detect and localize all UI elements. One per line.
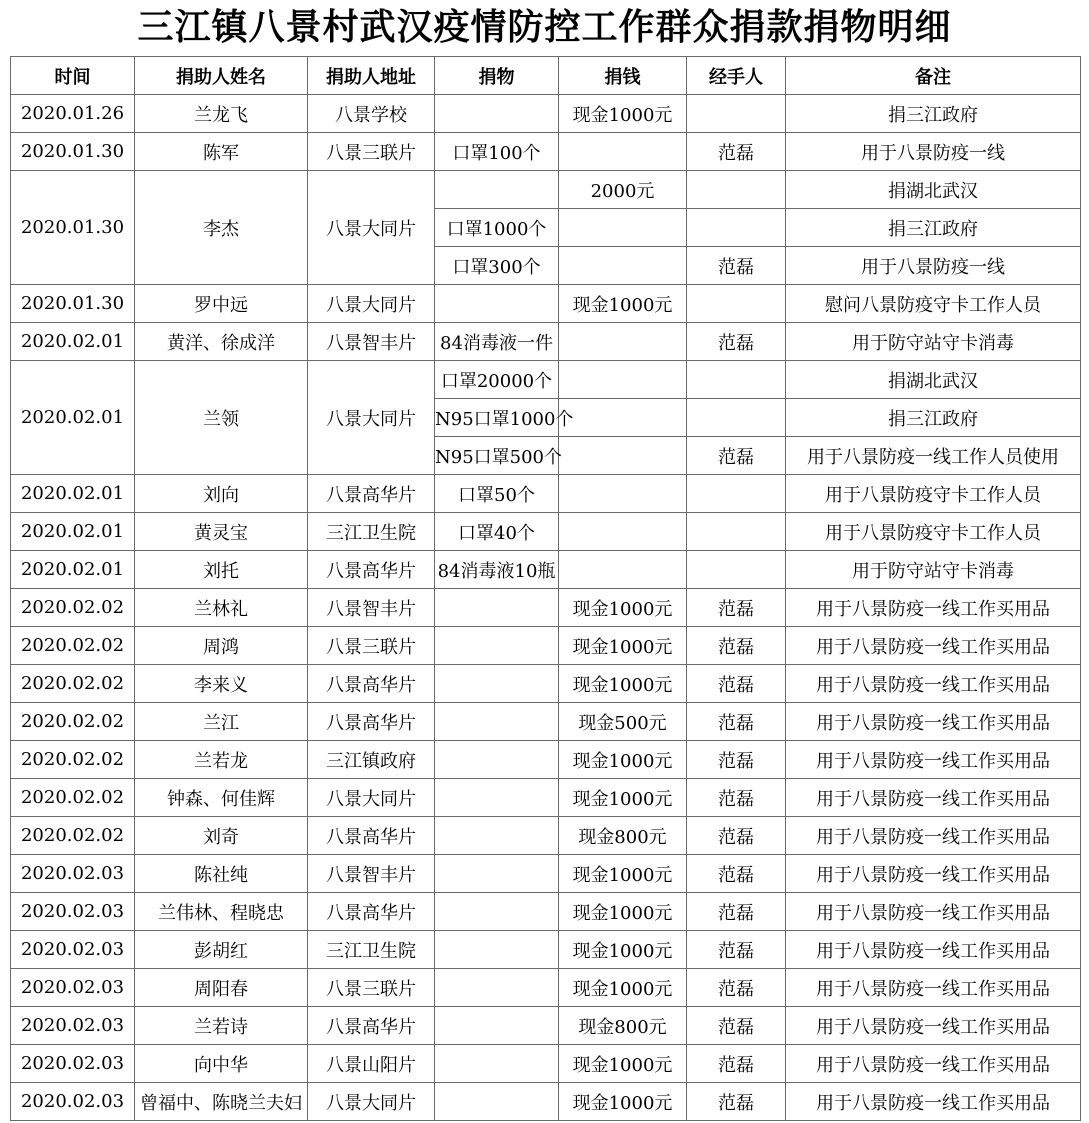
donor-address-cell: 八景大同片 [308,779,435,817]
header-money: 捐钱 [559,57,687,95]
table-row [11,893,1081,931]
table-body [11,95,1081,1121]
handler-cell: 范磊 [687,665,786,703]
date-cell: 2020.02.02 [11,589,135,627]
donor-name-cell: 彭胡红 [135,931,308,969]
money-cell [559,323,687,361]
donor-address-cell: 八景三联片 [308,969,435,1007]
table-row [11,1007,1081,1045]
money-cell: 现金500元 [559,703,687,741]
donor-address-cell: 八景高华片 [308,665,435,703]
table-row [11,741,1081,779]
handler-cell [687,285,786,323]
table-row [11,513,1081,551]
table-row [11,779,1081,817]
handler-cell: 范磊 [687,893,786,931]
money-cell: 现金1000元 [559,893,687,931]
donor-name-cell: 向中华 [135,1045,308,1083]
header-goods: 捐物 [435,57,559,95]
donor-name-cell: 兰若诗 [135,1007,308,1045]
note-cell: 用于八景防疫一线工作买用品 [786,665,1081,703]
money-cell [559,551,687,589]
note-cell: 用于防守站守卡消毒 [786,551,1081,589]
goods-cell [435,95,559,133]
donor-name-cell: 兰领 [135,361,308,475]
sheet-title: 三江镇八景村武汉疫情防控工作群众捐款捐物明细 [137,7,952,48]
donor-address-cell: 八景大同片 [308,361,435,475]
table-row [11,285,1081,323]
header-donor-name: 捐助人姓名 [135,57,308,95]
date-cell: 2020.02.02 [11,665,135,703]
table-row [11,817,1081,855]
goods-cell [435,1083,559,1121]
note-cell: 用于八景防疫一线工作买用品 [786,627,1081,665]
donor-address-cell: 八景大同片 [308,285,435,323]
date-cell: 2020.02.03 [11,1007,135,1045]
donor-address-cell: 八景大同片 [308,1083,435,1121]
goods-cell: 84消毒液10瓶 [435,551,559,589]
donor-address-cell: 八景高华片 [308,475,435,513]
donor-address-cell: 三江镇政府 [308,741,435,779]
note-cell: 捐湖北武汉 [786,171,1081,209]
note-cell: 用于八景防疫一线工作人员使用 [786,437,1081,475]
donor-name-cell: 李杰 [135,171,308,285]
donor-name-cell: 钟森、何佳辉 [135,779,308,817]
handler-cell: 范磊 [687,1045,786,1083]
note-cell: 用于八景防疫一线工作买用品 [786,969,1081,1007]
goods-cell: 口罩50个 [435,475,559,513]
note-cell: 捐三江政府 [786,209,1081,247]
note-cell: 用于八景防疫一线工作买用品 [786,1007,1081,1045]
date-cell: 2020.02.01 [11,323,135,361]
donor-name-cell: 兰若龙 [135,741,308,779]
table-row [11,703,1081,741]
date-cell: 2020.01.26 [11,95,135,133]
goods-cell [435,589,559,627]
handler-cell: 范磊 [687,1007,786,1045]
handler-cell [687,209,786,247]
money-cell: 现金1000元 [559,855,687,893]
handler-cell [687,399,786,437]
donor-address-cell: 八景高华片 [308,551,435,589]
handler-cell: 范磊 [687,323,786,361]
header-donor-address: 捐助人地址 [308,57,435,95]
date-cell: 2020.02.02 [11,741,135,779]
note-cell: 用于八景防疫一线工作买用品 [786,741,1081,779]
donor-name-cell: 周阳春 [135,969,308,1007]
money-cell [559,247,687,285]
goods-cell: 口罩40个 [435,513,559,551]
donor-address-cell: 三江卫生院 [308,513,435,551]
date-cell: 2020.02.03 [11,855,135,893]
table-row [11,627,1081,665]
donor-address-cell: 八景山阳片 [308,1045,435,1083]
donor-name-cell: 兰伟林、程晓忠 [135,893,308,931]
goods-cell [435,703,559,741]
goods-cell [435,779,559,817]
handler-cell [687,361,786,399]
date-cell: 2020.01.30 [11,133,135,171]
note-cell: 用于八景防疫一线工作买用品 [786,817,1081,855]
table-row [11,551,1081,589]
note-cell: 用于八景防疫守卡工作人员 [786,513,1081,551]
note-cell: 用于八景防疫守卡工作人员 [786,475,1081,513]
donor-address-cell: 八景学校 [308,95,435,133]
note-cell: 捐三江政府 [786,95,1081,133]
money-cell: 现金1000元 [559,1083,687,1121]
money-cell [559,513,687,551]
handler-cell [687,171,786,209]
goods-cell [435,893,559,931]
note-cell: 用于防守站守卡消毒 [786,323,1081,361]
goods-cell [435,931,559,969]
note-cell: 用于八景防疫一线工作买用品 [786,931,1081,969]
handler-cell: 范磊 [687,703,786,741]
date-cell: 2020.02.03 [11,969,135,1007]
donor-name-cell: 罗中远 [135,285,308,323]
money-cell: 现金1000元 [559,665,687,703]
note-cell: 用于八景防疫一线工作买用品 [786,1083,1081,1121]
money-cell: 2000元 [559,171,687,209]
goods-cell [435,285,559,323]
money-cell: 现金1000元 [559,627,687,665]
money-cell [559,399,687,437]
date-cell: 2020.01.30 [11,285,135,323]
date-cell: 2020.02.01 [11,513,135,551]
donor-address-cell: 八景三联片 [308,133,435,171]
money-cell: 现金800元 [559,817,687,855]
table-row [11,931,1081,969]
donor-name-cell: 陈社纯 [135,855,308,893]
donor-name-cell: 刘奇 [135,817,308,855]
date-cell: 2020.02.03 [11,1045,135,1083]
table-row [11,665,1081,703]
table-row [11,133,1081,171]
note-cell: 用于八景防疫一线工作买用品 [786,703,1081,741]
handler-cell: 范磊 [687,437,786,475]
table-row [11,475,1081,513]
table-row [11,323,1081,361]
money-cell [559,437,687,475]
note-cell: 用于八景防疫一线工作买用品 [786,779,1081,817]
donor-name-cell: 陈军 [135,133,308,171]
donor-address-cell: 八景高华片 [308,703,435,741]
goods-cell: N95口罩1000个 [435,399,559,437]
handler-cell: 范磊 [687,627,786,665]
donor-address-cell: 八景智丰片 [308,855,435,893]
handler-cell: 范磊 [687,779,786,817]
goods-cell: 口罩100个 [435,133,559,171]
note-cell: 用于八景防疫一线 [786,247,1081,285]
goods-cell [435,1007,559,1045]
handler-cell: 范磊 [687,247,786,285]
handler-cell [687,95,786,133]
handler-cell: 范磊 [687,931,786,969]
donor-address-cell: 八景高华片 [308,893,435,931]
date-cell: 2020.02.02 [11,779,135,817]
donor-name-cell: 兰龙飞 [135,95,308,133]
table-row [11,1083,1081,1121]
goods-cell [435,665,559,703]
date-cell: 2020.02.02 [11,627,135,665]
date-cell: 2020.02.01 [11,361,135,475]
money-cell: 现金1000元 [559,741,687,779]
note-cell: 捐湖北武汉 [786,361,1081,399]
header-handler: 经手人 [687,57,786,95]
table-row [11,171,1081,209]
handler-cell [687,513,786,551]
donor-address-cell: 八景智丰片 [308,323,435,361]
table-row [11,855,1081,893]
money-cell: 现金1000元 [559,779,687,817]
donor-address-cell: 八景智丰片 [308,589,435,627]
money-cell [559,133,687,171]
handler-cell [687,475,786,513]
note-cell: 用于八景防疫一线工作买用品 [786,855,1081,893]
goods-cell [435,741,559,779]
donor-name-cell: 兰林礼 [135,589,308,627]
donor-name-cell: 周鸿 [135,627,308,665]
table-row [11,1045,1081,1083]
donor-address-cell: 八景高华片 [308,1007,435,1045]
table-row [11,969,1081,1007]
money-cell: 现金1000元 [559,1045,687,1083]
donor-name-cell: 黄洋、徐成洋 [135,323,308,361]
date-cell: 2020.02.03 [11,1083,135,1121]
money-cell [559,209,687,247]
note-cell: 用于八景防疫一线工作买用品 [786,589,1081,627]
date-cell: 2020.02.01 [11,551,135,589]
donor-name-cell: 曾福中、陈晓兰夫妇 [135,1083,308,1121]
goods-cell: 口罩1000个 [435,209,559,247]
donor-name-cell: 兰江 [135,703,308,741]
money-cell: 现金1000元 [559,95,687,133]
date-cell: 2020.02.02 [11,703,135,741]
date-cell: 2020.01.30 [11,171,135,285]
table-row [11,95,1081,133]
money-cell: 现金1000元 [559,931,687,969]
goods-cell [435,969,559,1007]
money-cell [559,475,687,513]
donor-name-cell: 刘向 [135,475,308,513]
header-row [11,57,1081,95]
goods-cell [435,817,559,855]
handler-cell: 范磊 [687,1083,786,1121]
handler-cell: 范磊 [687,741,786,779]
money-cell: 现金1000元 [559,285,687,323]
handler-cell: 范磊 [687,855,786,893]
date-cell: 2020.02.02 [11,817,135,855]
date-cell: 2020.02.03 [11,893,135,931]
note-cell: 用于八景防疫一线工作买用品 [786,893,1081,931]
date-cell: 2020.02.03 [11,931,135,969]
donor-name-cell: 李来义 [135,665,308,703]
handler-cell: 范磊 [687,589,786,627]
goods-cell [435,1045,559,1083]
note-cell: 用于八景防疫一线 [786,133,1081,171]
goods-cell: 84消毒液一件 [435,323,559,361]
handler-cell: 范磊 [687,969,786,1007]
money-cell: 现金1000元 [559,589,687,627]
goods-cell: 口罩300个 [435,247,559,285]
handler-cell: 范磊 [687,817,786,855]
goods-cell [435,627,559,665]
goods-cell [435,171,559,209]
goods-cell: 口罩20000个 [435,361,559,399]
note-cell: 捐三江政府 [786,399,1081,437]
money-cell [559,361,687,399]
table-row [11,361,1081,399]
goods-cell [435,855,559,893]
handler-cell [687,551,786,589]
donor-name-cell: 黄灵宝 [135,513,308,551]
donor-address-cell: 三江卫生院 [308,931,435,969]
donor-name-cell: 刘托 [135,551,308,589]
donor-address-cell: 八景大同片 [308,171,435,285]
donor-address-cell: 八景高华片 [308,817,435,855]
money-cell: 现金800元 [559,1007,687,1045]
donor-address-cell: 八景三联片 [308,627,435,665]
note-cell: 用于八景防疫一线工作买用品 [786,1045,1081,1083]
header-date: 时间 [11,57,135,95]
date-cell: 2020.02.01 [11,475,135,513]
header-note: 备注 [786,57,1081,95]
table-row [11,589,1081,627]
handler-cell: 范磊 [687,133,786,171]
goods-cell: N95口罩500个 [435,437,559,475]
money-cell: 现金1000元 [559,969,687,1007]
donation-table [10,56,1081,1121]
note-cell: 慰问八景防疫守卡工作人员 [786,285,1081,323]
